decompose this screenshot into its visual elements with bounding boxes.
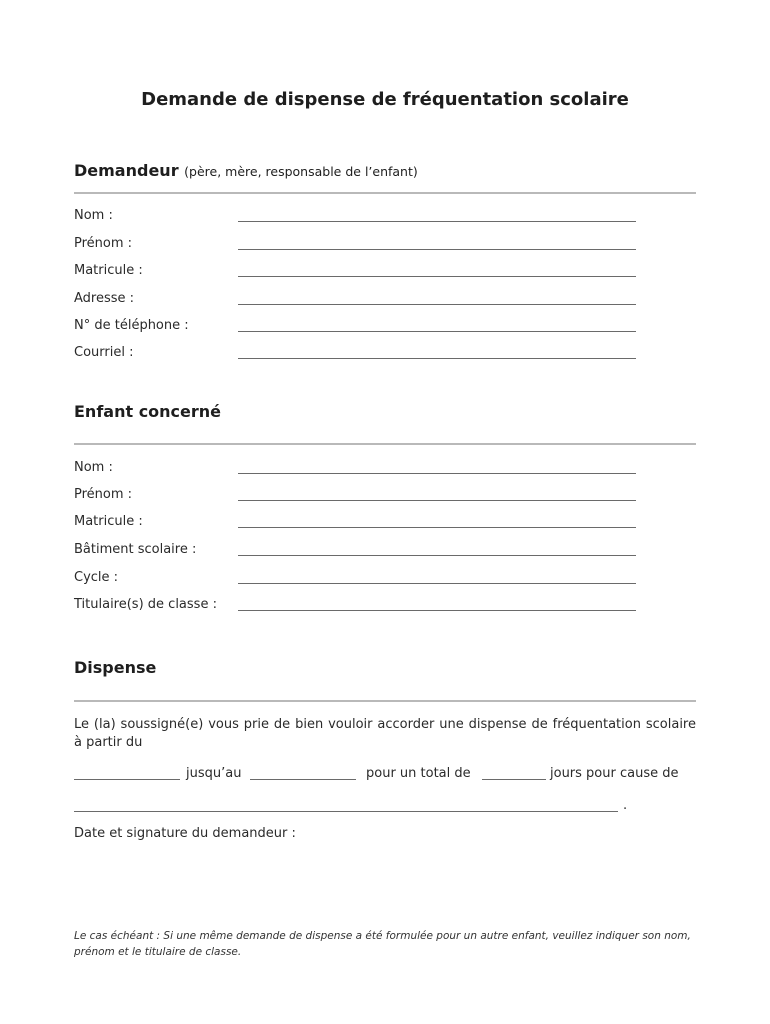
document-title: Demande de dispense de fréquentation scolaire [141,89,629,110]
field-blank-line[interactable] [238,583,636,584]
field-blank-line[interactable] [238,358,636,359]
field-label: Matricule : [74,263,143,278]
demandeur-subheading: (père, mère, responsable de l’enfant) [184,164,418,179]
enfant-field-matricule [74,514,654,534]
demandeur-field-nom [74,208,654,228]
section-demandeur-heading [74,161,418,180]
enfant-field-titulaire [74,597,654,617]
section-enfant-heading: Enfant concerné [74,402,222,421]
demandeur-field-telephone [74,318,654,338]
field-blank-line[interactable] [238,304,636,305]
cause-blank[interactable] [74,811,618,812]
enfant-field-batiment [74,542,654,562]
section-divider [74,443,696,445]
field-blank-line[interactable] [238,473,636,474]
enfant-field-prenom [74,487,654,507]
field-label: Titulaire(s) de classe : [74,597,217,612]
field-label: Nom : [74,460,113,475]
start-date-blank[interactable] [74,779,180,780]
field-label: Matricule : [74,514,143,529]
field-label: N° de téléphone : [74,318,189,333]
demandeur-field-adresse [74,291,654,311]
field-label: Prénom : [74,487,133,502]
field-blank-line[interactable] [238,276,636,277]
field-blank-line[interactable] [238,331,636,332]
field-blank-line[interactable] [238,527,636,528]
field-label: Cycle : [74,570,119,585]
field-label: Prénom : [74,236,133,251]
cause-period: . [623,798,628,813]
field-label: Nom : [74,208,113,223]
field-label: Adresse : [74,291,135,306]
demandeur-heading-text: Demandeur [74,161,179,180]
until-label: jusqu’au [186,766,242,781]
total-label: pour un total de [366,766,471,781]
dispense-period-row [74,766,696,786]
dispense-paragraph: Le (la) soussigné(e) vous prie de bien vouloir accorder une dispense de fréquentation scolaire à partir du [74,717,696,750]
field-blank-line[interactable] [238,610,636,611]
section-divider [74,192,696,194]
section-dispense-heading: Dispense [74,658,157,677]
field-blank-line[interactable] [238,555,636,556]
field-blank-line[interactable] [238,221,636,222]
days-count-blank[interactable] [482,779,546,780]
enfant-field-cycle [74,570,654,590]
field-blank-line[interactable] [238,500,636,501]
demandeur-field-prenom [74,236,654,256]
end-date-blank[interactable] [250,779,356,780]
section-divider [74,700,696,702]
demandeur-field-matricule [74,263,654,283]
days-cause-label: jours pour cause de [550,766,679,781]
signature-label: Date et signature du demandeur : [74,826,296,841]
demandeur-field-courriel [74,345,654,365]
enfant-field-nom [74,460,654,480]
footnote: Le cas échéant : Si une même demande de dispense a été formulée pour un autre enfant, veuillez indiquer son nom, prénom et le titulaire de classe. [74,930,691,958]
field-label: Bâtiment scolaire : [74,542,197,557]
field-blank-line[interactable] [238,249,636,250]
field-label: Courriel : [74,345,134,360]
